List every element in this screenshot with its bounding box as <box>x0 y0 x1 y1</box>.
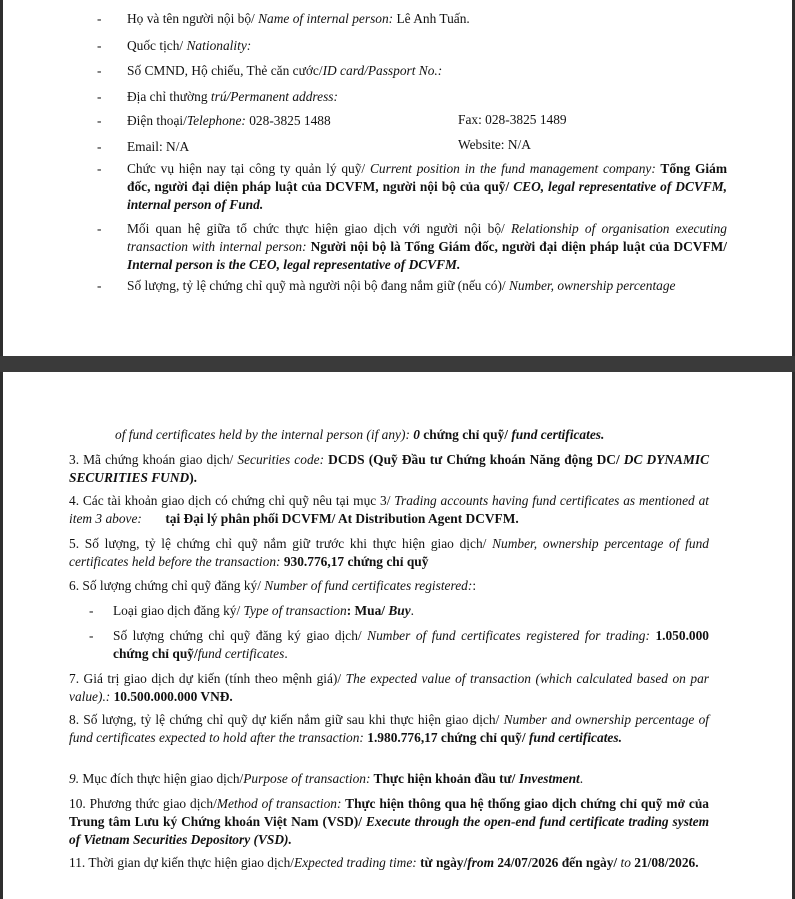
section-11-time: 11. Thời gian dự kiến thực hiện giao dịch/Expected trading time: từ ngày/from 24/07/2026 đến ngày/ to 21/08/2026. <box>69 855 699 870</box>
section-9-purpose: 9. Mục đích thực hiện giao dịch/Purpose of transaction: Thực hiện khoản đầu tư/ Investment. <box>69 771 584 786</box>
list-item-position: - Chức vụ hiện nay tại công ty quản lý quỹ/ Current position in the fund management company: Tổng Giám đốc, người đại diện pháp luật của DCVFM, người nội bộ của quỹ/ CEO, legal representative of DCVFM, internal person of Fund. <box>97 161 727 212</box>
section-8-holding-after: 8. Số lượng, tỷ lệ chứng chỉ quỹ dự kiến nắm giữ sau khi thực hiện giao dịch/ Number and ownership percentage of fund certificates expected to hold after the transaction: 1.980.776,17 chứng chỉ quỹ/ fund certificates. <box>69 712 710 745</box>
fax-text: Fax: 028-3825 1489 <box>458 112 567 127</box>
section-7-expected-value: 7. Giá trị giao dịch dự kiến (tính theo mệnh giá)/ The expected value of transaction (which calculated based on par value).: 10.500.000.000 VNĐ. <box>69 671 709 704</box>
document-page-1: - Họ và tên người nội bộ/ Name of internal person: Lê Anh Tuấn. - Quốc tịch/ Nationality: - Số CMND, Hộ chiếu, Thẻ căn cước/ID card/Passport No.: - Địa chỉ thường trú/Permanent address: - Điện thoại/Telephone: 028-3825 1488 Fax: 028-3825 1489 - Email: N/A Website: N/A - Chức vụ hiện nay tại công ty quản lý quỹ/ Current position in the fund management company: Tổng Giám đốc, người đại diện pháp luật của DCVFM, người nội bộ của quỹ/ CEO, legal representative of DCVFM, internal person of Fund. - Mối quan hệ giữa tổ chức thực hiện giao dịch với người nội bộ/ Relationship of organisation executing transaction with internal person: Người nội bộ là Tổng Giám đốc, người đại diện pháp luật của DCVFM/ Internal person is the CEO, legal representative of DCVFM. - Số lượng, tỷ lệ chứng chỉ quỹ mà người nội bộ đang nắm giữ (nếu có)/ Number, ownership percentage <box>3 0 792 356</box>
document-page-2: of fund certificates held by the internal person (if any): 0 chứng chỉ quỹ/ fund certificates. 3. Mã chứng khoán giao dịch/ Securities code: DCDS (Quỹ Đầu tư Chứng khoán Năng động DC/ DC DYNAMIC SECURITIES FUND). 4. Các tài khoản giao dịch có chứng chỉ quỹ nêu tại mục 3/ Trading accounts having fund certificates as mentioned at item 3 above: tại Đại lý phân phối DCVFM/ At Distribution Agent DCVFM. 5. Số lượng, tỷ lệ chứng chỉ quỹ nắm giữ trước khi thực hiện giao dịch/ Number, ownership percentage of fund certificates held before the transaction: 930.776,17 chứng chỉ quỹ 6. Số lượng chứng chỉ quỹ đăng ký/ Number of fund certificates registered:: - Loại giao dịch đăng ký/ Type of transaction: Mua/ Buy. - Số lượng chứng chỉ quỹ đăng ký giao dịch/ Number of fund certificates registered for trading: 1.050.000 chứng chỉ quỹ/fund certificates. 7. Giá trị giao dịch dự kiến (tính theo mệnh giá)/ The expected value of transaction (which calculated based on par value).: 10.500.000.000 VNĐ. 8. Số lượng, tỷ lệ chứng chỉ quỹ dự kiến nắm giữ sau khi thực hiện giao dịch/ Number and ownership percentage of fund certificates expected to hold after the transaction: 1.980.776,17 chứng chỉ quỹ/ fund certificates. 9. Mục đích thực hiện giao dịch/Purpose of transaction: Thực hiện khoản đầu tư/ Investment. 10. Phương thức giao dịch/Method of transaction: Thực hiện thông qua hệ thống giao dịch chứng chỉ quỹ mở của Trung tâm Lưu ký Chứng khoán Việt Nam (VSD)/ Execute through the open-end fund certificate trading system of Vietnam Securities Depository (VSD). 11. Thời gian dự kiến thực hiện giao dịch/Expected trading time: từ ngày/from 24/07/2026 đến ngày/ to 21/08/2026. <box>3 372 792 899</box>
holding-continuation: of fund certificates held by the internal person (if any): 0 chứng chỉ quỹ/ fund certificates. <box>115 427 605 442</box>
section-4-trading-accounts: 4. Các tài khoản giao dịch có chứng chỉ quỹ nêu tại mục 3/ Trading accounts having fund certificates as mentioned at item 3 above: tại Đại lý phân phối DCVFM/ At Distribution Agent DCVFM. <box>69 493 709 526</box>
list-item-relationship: - Mối quan hệ giữa tổ chức thực hiện giao dịch với người nội bộ/ Relationship of organisation executing transaction with internal person: Người nội bộ là Tổng Giám đốc, người đại diện pháp luật của DCVFM/ Internal person is the CEO, legal representative of DCVFM. <box>97 221 728 272</box>
website-text: Website: N/A <box>458 137 531 152</box>
section-3-securities-code: 3. Mã chứng khoán giao dịch/ Securities code: DCDS (Quỹ Đầu tư Chứng khoán Năng động DC/ DC DYNAMIC SECURITIES FUND). <box>69 452 710 485</box>
section-5-holding-before: 5. Số lượng, tỷ lệ chứng chỉ quỹ nắm giữ trước khi thực hiện giao dịch/ Number, ownership percentage of fund certificates held before the transaction: 930.776,17 chứng chỉ quỹ <box>69 536 709 569</box>
section-6-registered: 6. Số lượng chứng chỉ quỹ đăng ký/ Number of fund certificates registered:: <box>69 578 477 593</box>
page-separator <box>0 356 795 372</box>
section-10-method: 10. Phương thức giao dịch/Method of transaction: Thực hiện thông qua hệ thống giao dịch chứng chỉ quỹ mở của Trung tâm Lưu ký Chứng khoán Việt Nam (VSD)/ Execute through the open-end fund certificate trading system of Vietnam Securities Depository (VSD). <box>69 796 710 847</box>
